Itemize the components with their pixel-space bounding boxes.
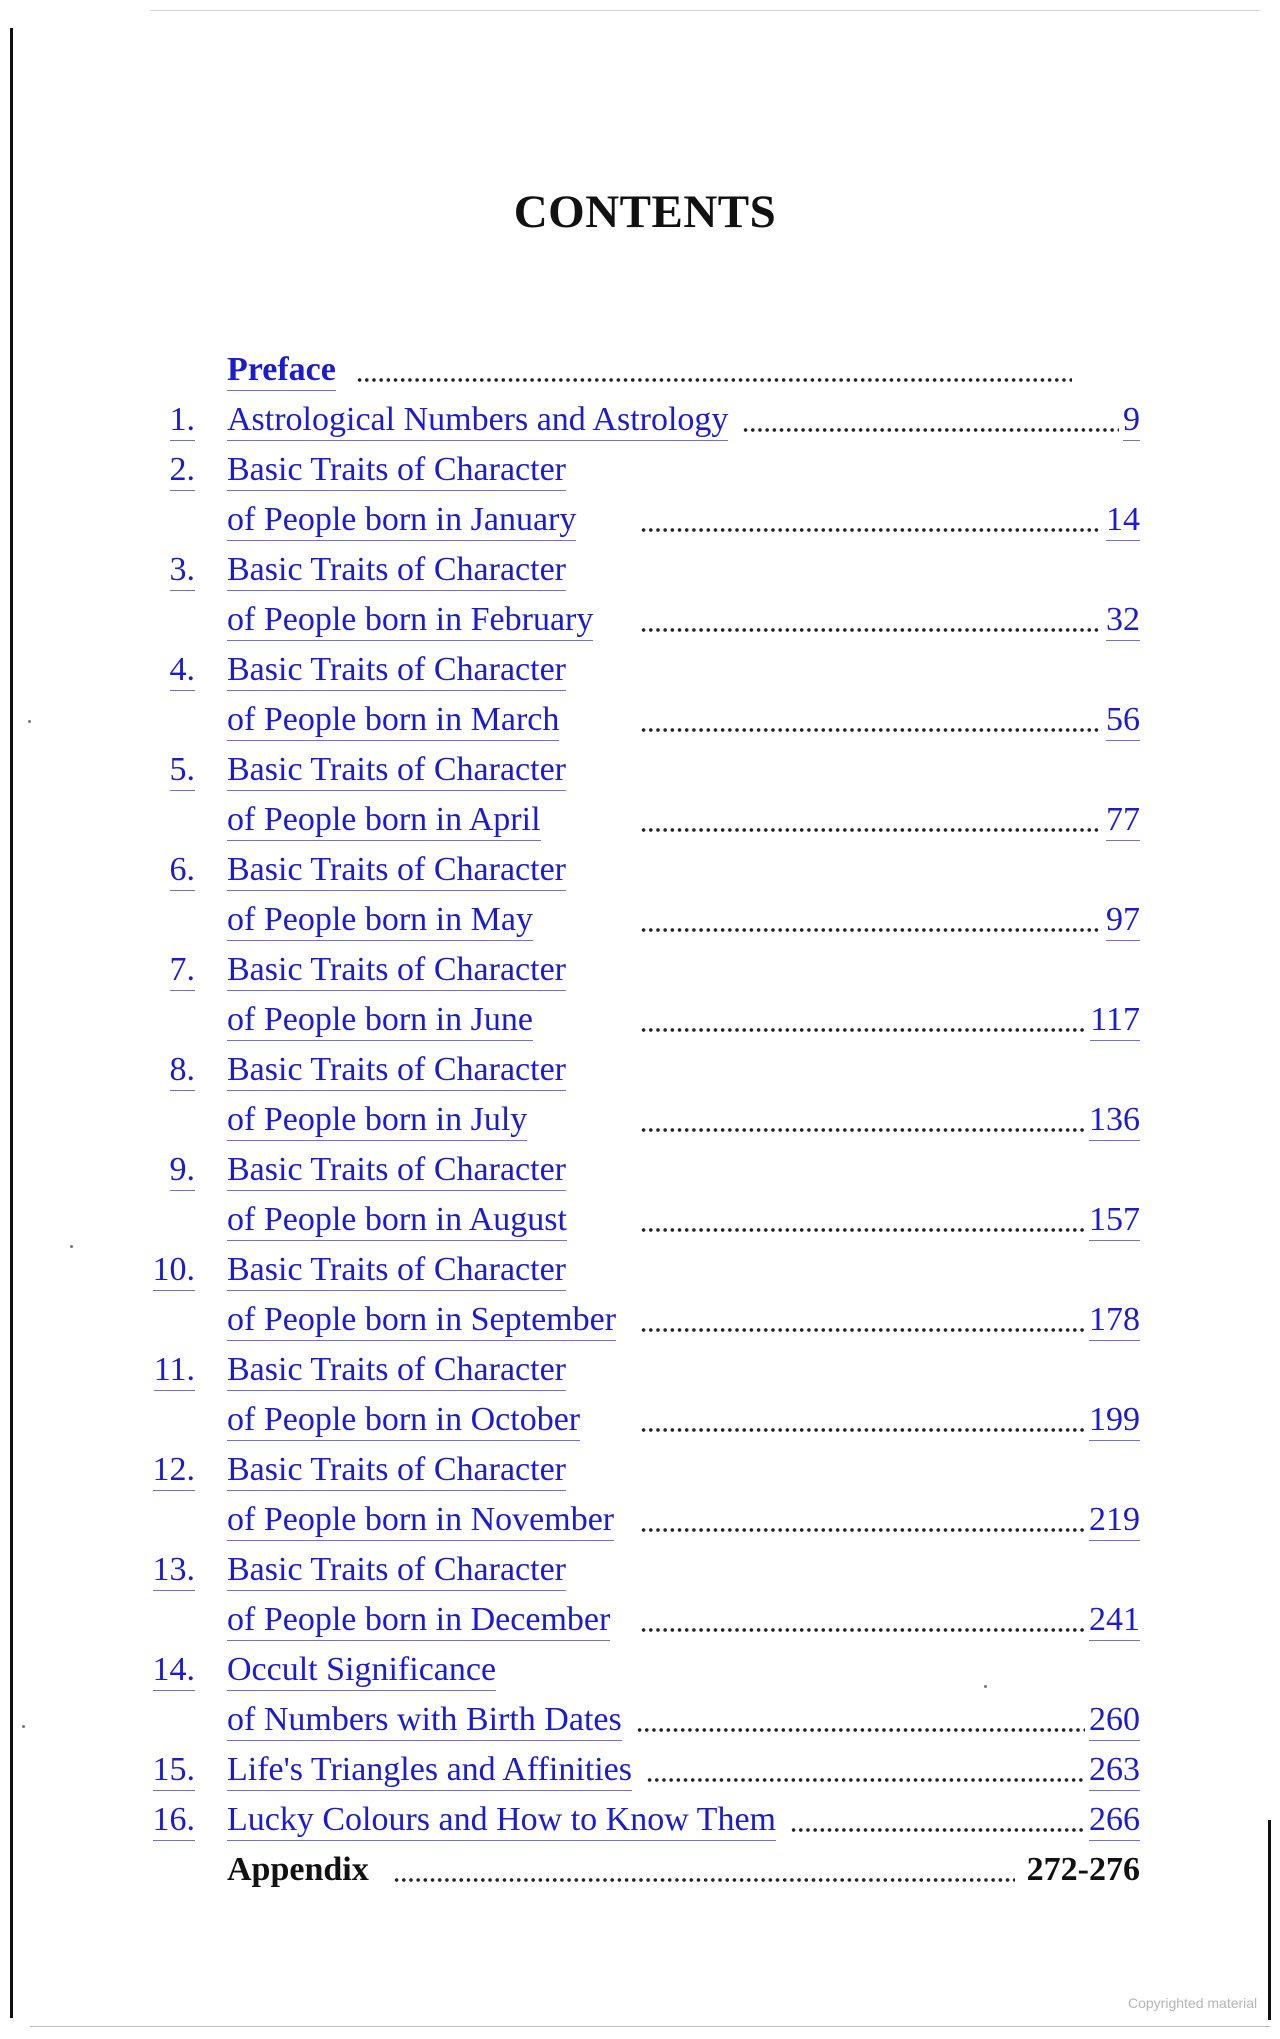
toc-entry-number[interactable]: 10. — [153, 1250, 196, 1291]
toc-entry-page[interactable]: 178 — [1089, 1300, 1140, 1341]
toc-entry-continued[interactable] — [0, 1695, 1280, 1745]
toc-entry-page[interactable]: 117 — [1090, 1000, 1140, 1041]
toc-entry-continued[interactable] — [0, 1495, 1280, 1545]
dot-leader — [640, 1527, 1085, 1533]
dot-leader — [640, 1227, 1085, 1233]
toc-entry-page[interactable]: 260 — [1089, 1700, 1140, 1741]
dot-leader — [640, 1427, 1085, 1433]
dot-leader — [636, 1727, 1085, 1733]
toc-entry-title[interactable]: Basic Traits of Character — [227, 1450, 566, 1491]
toc-entry-page[interactable]: 241 — [1089, 1600, 1140, 1641]
toc-entry[interactable] — [0, 395, 1280, 445]
toc-entry[interactable] — [0, 1345, 1280, 1395]
toc-entry-number[interactable]: 2. — [170, 450, 196, 491]
dot-leader — [393, 1877, 1015, 1883]
scan-speck — [984, 1685, 987, 1688]
toc-entry-continued[interactable] — [0, 595, 1280, 645]
toc-entry-title[interactable]: Basic Traits of Character — [227, 650, 566, 691]
toc-entry[interactable] — [0, 1795, 1280, 1845]
toc-entry-continued[interactable] — [0, 1095, 1280, 1145]
toc-entry-preface[interactable] — [0, 345, 1280, 395]
toc-entry-title[interactable]: Occult Significance — [227, 1650, 496, 1691]
toc-entry-page[interactable]: 9 — [1123, 400, 1140, 441]
toc-entry-title[interactable]: of People born in November — [227, 1500, 614, 1541]
dot-leader — [640, 927, 1102, 933]
toc-entry[interactable] — [0, 845, 1280, 895]
toc-entry-number[interactable]: 8. — [170, 1050, 196, 1091]
toc-entry-title[interactable]: of People born in December — [227, 1600, 610, 1641]
toc-entry-page[interactable]: 199 — [1089, 1400, 1140, 1441]
toc-entry-title[interactable]: Basic Traits of Character — [227, 450, 566, 491]
toc-entry-title[interactable]: Astrological Numbers and Astrology — [227, 400, 728, 441]
toc-entry[interactable] — [0, 645, 1280, 695]
toc-entry-page[interactable]: 266 — [1089, 1800, 1140, 1841]
toc-entry-title[interactable]: of People born in October — [227, 1400, 580, 1441]
toc-entry-title[interactable]: Lucky Colours and How to Know Them — [227, 1800, 776, 1841]
toc-entry-page[interactable]: 157 — [1089, 1200, 1140, 1241]
toc-entry-number[interactable]: 4. — [170, 650, 196, 691]
toc-entry-continued[interactable] — [0, 495, 1280, 545]
toc-entry-title[interactable]: of People born in July — [227, 1100, 527, 1141]
toc-entry-title[interactable]: of Numbers with Birth Dates — [227, 1700, 622, 1741]
toc-entry-number[interactable]: 7. — [170, 950, 196, 991]
scan-speck — [70, 1245, 73, 1248]
toc-entry-continued[interactable] — [0, 1395, 1280, 1445]
toc-entry-continued[interactable] — [0, 695, 1280, 745]
toc-entry-continued[interactable] — [0, 1295, 1280, 1345]
toc-entry[interactable] — [0, 445, 1280, 495]
dot-leader — [742, 427, 1119, 433]
toc-entry[interactable] — [0, 1245, 1280, 1295]
toc-entry[interactable] — [0, 1445, 1280, 1495]
toc-entry-number[interactable]: 5. — [170, 750, 196, 791]
toc-entry-title[interactable]: Life's Triangles and Affinities — [227, 1750, 632, 1791]
dot-leader — [640, 727, 1102, 733]
toc-entry-title[interactable]: of People born in August — [227, 1200, 567, 1241]
toc-entry-continued[interactable] — [0, 895, 1280, 945]
toc-entry-title[interactable]: of People born in June — [227, 1000, 533, 1041]
toc-entry[interactable] — [0, 1645, 1280, 1695]
toc-entry-number[interactable]: 3. — [170, 550, 196, 591]
toc-entry-title[interactable]: Basic Traits of Character — [227, 850, 566, 891]
page-title: CONTENTS — [513, 186, 777, 238]
toc-entry-number[interactable]: 9. — [170, 1150, 196, 1191]
toc-entry-page[interactable]: 56 — [1106, 700, 1140, 741]
toc-entry-page[interactable]: 32 — [1106, 600, 1140, 641]
toc-entry-continued[interactable] — [0, 795, 1280, 845]
toc-entry-title[interactable]: of People born in May — [227, 900, 533, 941]
toc-entry-title[interactable]: Basic Traits of Character — [227, 1250, 566, 1291]
toc-entry-continued[interactable] — [0, 1195, 1280, 1245]
dot-leader — [640, 627, 1102, 633]
toc-entry-appendix[interactable] — [0, 1845, 1280, 1895]
dot-leader — [640, 1027, 1086, 1033]
toc-entry-title[interactable]: Basic Traits of Character — [227, 950, 566, 991]
toc-entry-number[interactable]: 15. — [153, 1750, 196, 1791]
toc-entry[interactable] — [0, 1545, 1280, 1595]
toc-entry-title[interactable]: of People born in September — [227, 1300, 616, 1341]
toc-entry[interactable] — [0, 1145, 1280, 1195]
toc-entry[interactable] — [0, 545, 1280, 595]
dot-leader — [640, 1327, 1085, 1333]
dot-leader — [640, 1127, 1085, 1133]
toc-entry[interactable] — [0, 745, 1280, 795]
toc-entry-title[interactable]: Basic Traits of Character — [227, 750, 566, 791]
toc-entry-title[interactable]: Appendix — [227, 1851, 369, 1888]
dot-leader — [640, 527, 1102, 533]
toc-entry-number[interactable]: 1. — [170, 400, 196, 441]
toc-entry-title[interactable]: Basic Traits of Character — [227, 1350, 566, 1391]
toc-entry-number[interactable]: 14. — [153, 1650, 196, 1691]
toc-entry-page[interactable]: 219 — [1089, 1500, 1140, 1541]
toc-entry[interactable] — [0, 945, 1280, 995]
toc-entry-title[interactable]: Basic Traits of Character — [227, 1050, 566, 1091]
toc-entry-title[interactable]: Preface — [227, 350, 336, 391]
toc-entry-page[interactable]: 77 — [1106, 800, 1140, 841]
scan-speck — [22, 1725, 25, 1728]
toc-entry-title[interactable]: of People born in February — [227, 600, 593, 641]
dot-leader — [356, 377, 1072, 383]
dot-leader — [640, 827, 1102, 833]
toc-entry-page[interactable]: 97 — [1106, 900, 1140, 941]
toc-entry-title[interactable]: Basic Traits of Character — [227, 1550, 566, 1591]
toc-entry-page[interactable]: 272-276 — [1026, 1851, 1140, 1888]
toc-entry-page[interactable]: 14 — [1106, 500, 1140, 541]
toc-entry-title[interactable]: of People born in March — [227, 700, 559, 741]
toc-entry-title[interactable]: Basic Traits of Character — [227, 550, 566, 591]
toc-entry-page[interactable]: 136 — [1089, 1100, 1140, 1141]
toc-entry-number[interactable]: 12. — [153, 1450, 196, 1491]
toc-entry-page[interactable]: 263 — [1089, 1750, 1140, 1791]
toc-entry[interactable] — [0, 1745, 1280, 1795]
dot-leader — [646, 1777, 1085, 1783]
dot-leader — [790, 1827, 1085, 1833]
toc-entry-number[interactable]: 6. — [170, 850, 196, 891]
toc-entry-number[interactable]: 11. — [154, 1350, 195, 1391]
toc-entry-title[interactable]: Basic Traits of Character — [227, 1150, 566, 1191]
toc-entry[interactable] — [0, 1045, 1280, 1095]
toc-entry-title[interactable]: of People born in January — [227, 500, 576, 541]
toc-entry-number[interactable]: 16. — [153, 1800, 196, 1841]
toc-entry-title[interactable]: of People born in April — [227, 800, 541, 841]
toc-entry-number[interactable]: 13. — [153, 1550, 196, 1591]
scan-speck — [28, 720, 31, 723]
toc-entry-continued[interactable] — [0, 1595, 1280, 1645]
dot-leader — [640, 1627, 1085, 1633]
copyright-watermark: Copyrighted material — [1128, 1995, 1258, 2011]
toc-entry-continued[interactable] — [0, 995, 1280, 1045]
